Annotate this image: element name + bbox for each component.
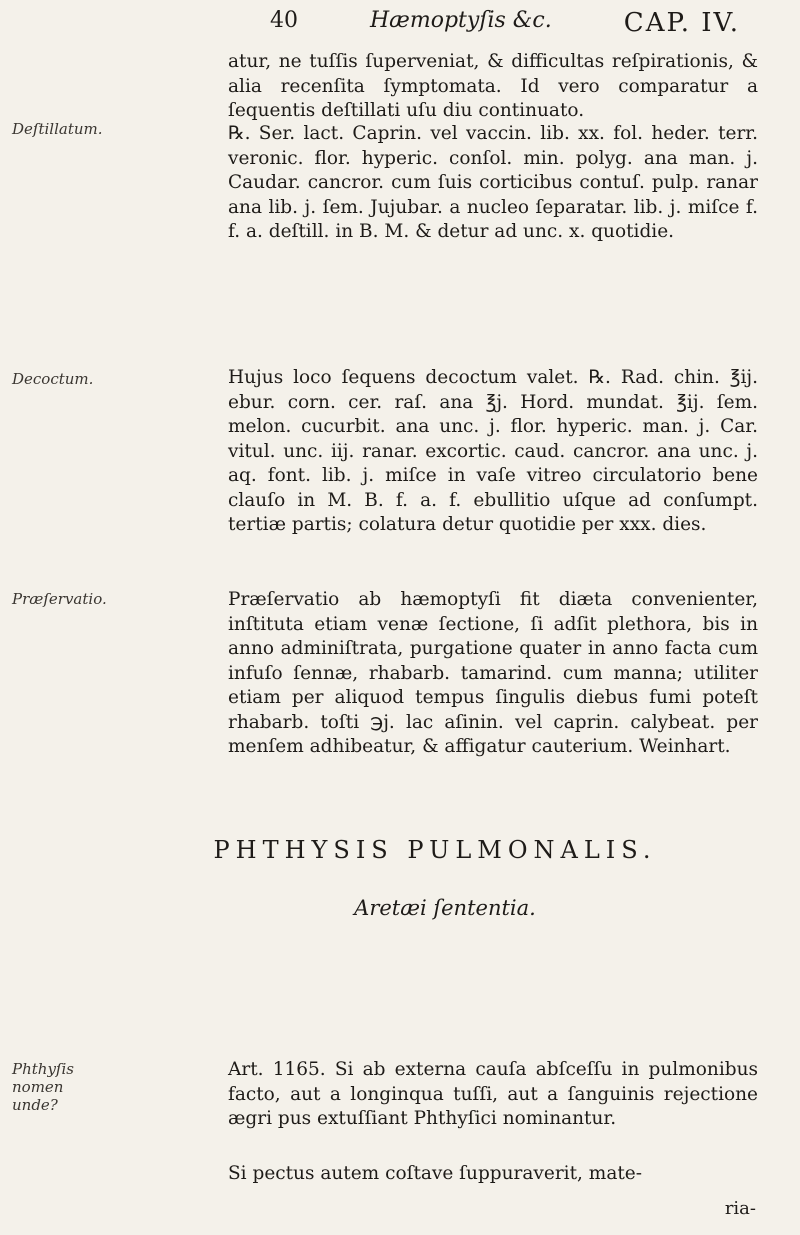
paragraph-intro: atur, ne tuſſis ſuperveniat, & difficultas reſpirationis, & alia recenſita ſymptomata. Id vero comparatur a ſequentis deſtillati uſu diu continuato.	[228, 51, 758, 121]
section-subtitle: Aretæi ſententia.	[354, 896, 536, 920]
paragraph-article-1165: Art. 1165. Si ab externa cauſa abſceſſu in pulmonibus facto, aut a longinqua tuſſi, aut a ſanguinis rejectione ægri pus extuſſiant Phthyſici nominantur.	[228, 1059, 758, 1129]
page-number: 40	[270, 8, 298, 33]
page-header	[270, 8, 740, 48]
margin-note-destillatum: Deſtillatum.	[12, 120, 103, 138]
margin-note-decoctum: Decoctum.	[12, 370, 94, 388]
paragraph-last-line: Si pectus autem coſtave ſuppuraverit, mate-	[228, 1163, 642, 1184]
margin-note-praeservatio: Præſervatio.	[12, 590, 107, 608]
paragraph-recipe-decoctum: Hujus loco ſequens decoctum valet. ℞. Rad. chin. ℥ij. ebur. corn. cer. raſ. ana ℥j. Hord. mundat. ℥ij. ſem. melon. cucurbit. ana unc. j. flor. hyperic. man. j. Car. vitul. unc. iij. ranar. excortic. caud. cancror. ana unc. j. aq. font. lib. j. miſce in vaſe vitreo circulatorio bene clauſo in M. B. f. a. f. ebullitio uſque ad conſumpt. tertiæ partis; colatura detur quotidie per xxx. dies.	[228, 367, 758, 535]
paragraph-recipe-destillatum: ℞. Ser. lact. Caprin. vel vaccin. lib. xx. fol. heder. terr. veronic. flor. hyperic. conſol. min. polyg. ana man. j. Caudar. cancror. cum ſuis corticibus contuſ. pulp. ranar ana lib. j. ſem. Jujubar. a nucleo ſeparatar. lib. j. miſce f. f. a. deſtill. in B. M. & detur ad unc. x. quotidie.	[228, 123, 758, 242]
catchword: ria-	[724, 1198, 756, 1219]
paragraph-praeservatio: Præſervatio ab hæmoptyſi fit diæta convenienter, inſtituta etiam venæ ſectione, ſi adſit plethora, bis in anno adminiſtrata, purgatione quater in anno facta cum infuſo ſennæ, rhabarb. tamarind. cum manna; utiliter etiam per aliquod tempus ſingulis diebus fumi poteſt rhabarb. toſti ℈j. lac aſinin. vel caprin. calybeat. per menſem adhibeatur, & affigatur cauterium. Weinhart.	[228, 589, 758, 757]
section-title: PHTHYSIS PULMONALIS.	[213, 836, 657, 864]
margin-note-phthysis: Phthyſis nomen unde?	[12, 1060, 74, 1114]
running-title: Hæmoptyſis &c.	[370, 8, 552, 33]
chapter-heading: CAP. IV.	[623, 8, 740, 38]
